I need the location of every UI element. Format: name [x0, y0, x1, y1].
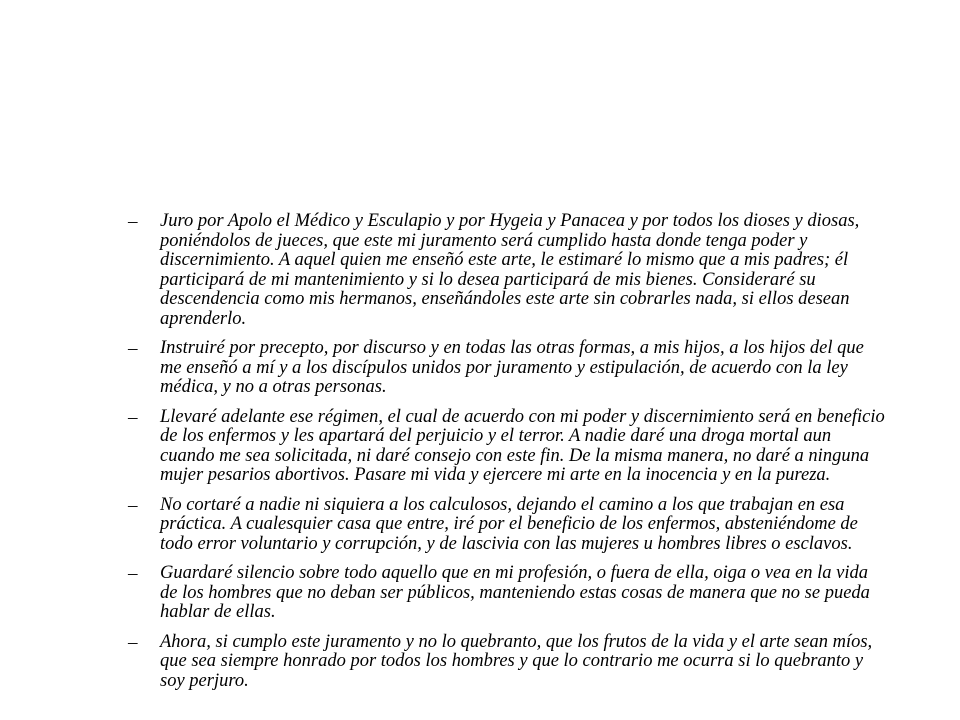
paragraph-text: Guardaré silencio sobre todo aquello que en mi profesión, o fuera de ella, oiga o vea en la vida de los hombres que no deban ser públicos, manteniendo estas cosas de manera que no se pueda hablar de ellas.	[160, 563, 870, 622]
list-item	[128, 633, 888, 692]
paragraph-text: No cortaré a nadie ni siquiera a los calculosos, dejando el camino a los que trabajan en esa práctica. A cualesquier casa que entre, iré por el beneficio de los enfermos, absteniéndome de todo error voluntario y corrupción, y de lascivia con las mujeres u hombres libres o esclavos.	[160, 494, 858, 554]
paragraph-text: Instruiré por precepto, por discurso y en todas las otras formas, a mis hijos, a los hijos del que me enseñó a mí y a los discípulos unidos por juramento y estipulación, de acuerdo con la ley médica, y no a otras personas.	[160, 338, 864, 397]
bullet-dash: –	[128, 494, 138, 516]
oath-list	[128, 212, 888, 701]
list-item	[128, 212, 888, 329]
paragraph-text: Llevaré adelante ese régimen, el cual de acuerdo con mi poder y discernimiento será en beneficio de los enfermos y les apartará del perjuicio y el terror. A nadie daré una droga mortal aun cuando me sea solicitada, ni daré consejo con este fin. De la misma manera, no daré a ninguna mujer pesarios abortivos. Pasare mi vida y ejercere mi arte en la inocencia y en la pureza.	[160, 406, 885, 485]
list-item	[128, 496, 888, 555]
bullet-dash: –	[128, 563, 138, 584]
bullet-dash: –	[128, 211, 138, 232]
bullet-dash: –	[128, 406, 138, 428]
paragraph-text: Juro por Apolo el Médico y Esculapio y por Hygeia y Panacea y por todos los dioses y diosas, poniéndolos de jueces, que este mi juramento será cumplido hasta donde tenga poder y discernimiento. A aquel quien me enseñó este arte, le estimaré lo mismo que a mis padres; él participará de mi mantenimiento y si lo desea participará de mis bienes. Consideraré su descendencia como mis hermanos, enseñándoles este arte sin cobrarles nada, si ellos desean aprenderlo.	[160, 211, 860, 329]
list-item	[128, 408, 888, 486]
bullet-dash: –	[128, 631, 138, 653]
paragraph-text: Ahora, si cumplo este juramento y no lo quebranto, que los frutos de la vida y el arte sean míos, que sea siempre honrado por todos los hombres y que lo contrario me ocurra si lo quebranto y soy perjuro.	[160, 631, 873, 691]
list-item	[128, 339, 888, 398]
list-item	[128, 564, 888, 623]
bullet-dash: –	[128, 338, 138, 359]
